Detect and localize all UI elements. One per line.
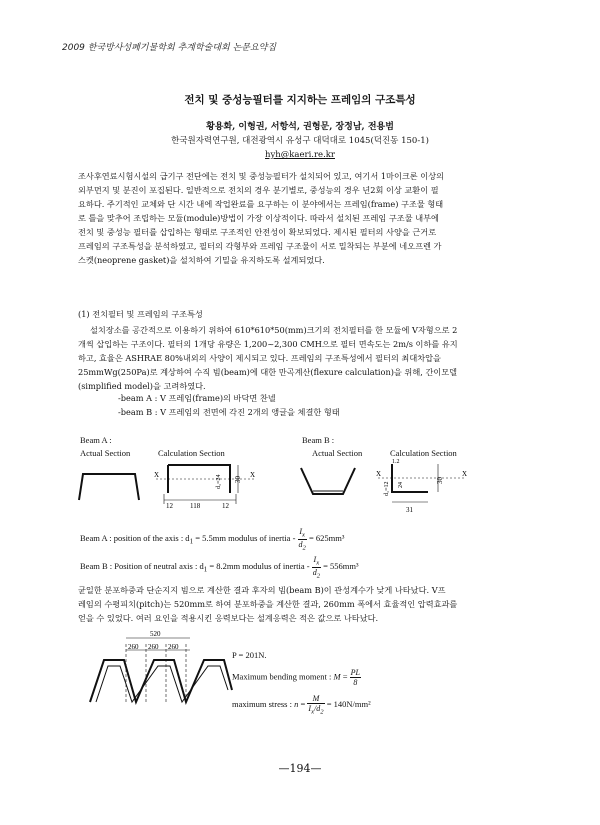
max-stress-formula: maximum stress : n = $\frac{M}{I_x/d_2}$ = 140N/mm² [232,694,371,716]
beam-b-calc-diagram [368,458,478,520]
intro-paragraph [78,169,524,267]
d1-dimension: d₁=24 [216,474,222,489]
bottom-dimension: 31 [406,506,413,514]
affiliation: 한국원자력연구원, 대전광역시 유성구 대덕대로 1045(덕진동 150-1) [171,136,429,146]
section-line: 설치장소를 공간적으로 이용하기 위하여 610*610*50(mm)크기의 전치필터를 한 모듈에 V자형으로 2 [90,325,458,335]
beam-b-calc-label: Calculation Section [390,448,457,458]
beam-a-actual-label: Actual Section [80,448,131,458]
intro-line: 스켓(neoprene gasket)을 설치하여 기밀을 유지하도록 설계되었다. [78,255,325,265]
beam-a-calc-label: Calculation Section [158,448,225,458]
beam-a-label: Beam A : [80,435,112,445]
pitch-total: 520 [150,630,161,638]
beam-b-actual-diagram [295,460,375,510]
section-line: (simplified model)을 고려하였다. [78,381,206,391]
beam-a-bottom-dimensions [160,490,260,510]
proceedings-header: 2009 한국방사성폐기물학회 추계학술대회 논문요약집 [62,43,277,53]
height-dimension: 30 [436,477,444,484]
intro-line: 조사후연료시험시설의 급기구 전단에는 전치 및 중성능필터가 설치되어 있고, 여기서 1마이크론 이상의 [78,171,445,181]
result-paragraph [78,583,524,625]
pitch-segment: 260 [148,643,159,651]
result-line: 얻을 수 있었다. 여러 요인을 적용시킨 응력보다는 설계응력은 적은 값으로 나타났다. [78,613,379,623]
intro-line: 로 틀을 맞추어 조립하는 모듈(module)방법이 가장 이상적이다. 따라서 설치된 프레임 구조물 내부에 [78,213,439,223]
section-line: 25mmWg(250Pa)로 계상하여 수직 빔(beam)에 대한 만곡계산(flexure calculation)을 위해, 간이모델 [78,367,458,377]
pitch-segment: 260 [168,643,179,651]
x-axis-label-right: X [462,470,468,478]
x-axis-label-left: X [154,471,160,479]
author-email[interactable]: hyh@kaeri.re.kr [265,150,335,160]
bending-moment-formula: Maximum bending moment : M = $\frac{PL}{8}$ [232,668,361,687]
pitch-segment: 260 [128,643,139,651]
beam-b-actual-label: Actual Section [312,448,363,458]
dim-right: 12 [222,502,229,510]
section-line: 하고, 효율은 ASHRAE 80%내외의 사양이 제시되고 있다. 프레임의 구조특성에서 필터의 최대차압을 [78,353,441,363]
beam-b-label: Beam B : [302,435,335,445]
intro-line: 외부먼지 및 분진이 포집된다. 일반적으로 전치의 경우 분기별로, 중성능의 경우 년2회 이상 교환이 필 [78,185,439,195]
beam-b-description: -beam B : V 프레임의 전면에 각진 2개의 앵글을 체결한 형태 [118,407,340,417]
beam-a-actual-diagram [75,462,145,512]
author-list: 황용화, 이형권, 서항석, 권형문, 장정남, 전용범 [206,122,394,132]
result-line: 레임의 수평피치(pitch)는 520mm로 하여 분포하중을 계산한 결과, 260mm 폭에서 효율적인 압력효과를 [78,599,458,609]
section-line: 개씩 삽입하는 구조이다. 필터의 1개당 유량은 1,200~2,300 CMH으로 필터 면속도는 2m/s 이하를 유지 [78,339,458,349]
page-number: —194— [278,762,322,775]
intro-line: 요하다. 주기적인 교체와 단 시간 내에 작업완료를 요구하는 이 분야에서는 프레임(frame) 구조물 형태 [78,199,444,209]
x-axis-label-right: X [250,471,256,479]
result-line: 균일한 분포하중과 단순지지 빔으로 계산한 결과 후자의 빔(beam B)이 관성계수가 낮게 나타났다. V프 [78,585,446,595]
x-axis-label-left: X [376,470,382,478]
inner-dimension: 24 [398,482,404,488]
section-paragraph [78,323,524,393]
v-frame-pitch-diagram [80,630,240,710]
height-dimension: 30 [234,476,242,483]
intro-line: 프레임의 구조특성을 분석하였고, 필터의 각형부와 프레임 구조물이 서로 밀착되는 부분에 네오프렌 가 [78,241,442,251]
formula-beam-b: Beam B : Position of neutral axis : $d_1 = 8.2mm$ modulus of inertia - $\frac{I_x}{d_2}$ = 556mm³ [80,555,359,580]
thickness-dimension: 1.2 [392,459,400,465]
intro-line: 전치 및 중성능 필터를 삽입하는 형태로 구조적인 안전성이 확보되었다. 제시된 필터의 사양을 근거로 [78,227,437,237]
d1-dimension: d₁=12 [384,481,390,496]
dim-left: 12 [166,502,173,510]
section-heading: (1) 전치필터 및 프레임의 구조특성 [78,309,203,319]
beam-a-description: -beam A : V 프레임(frame)의 바닥면 찬넬 [118,393,276,403]
formula-beam-a: Beam A : position of the axis : $d_1 = 5.5mm$ modulus of inertia - $\frac{I_x}{d_2}$ = 625mm³ [80,527,345,552]
load-value: P = 201N. [232,650,267,660]
dim-middle: 118 [190,502,201,510]
paper-title: 전치 및 중성능필터를 지지하는 프레임의 구조특성 [184,94,416,106]
